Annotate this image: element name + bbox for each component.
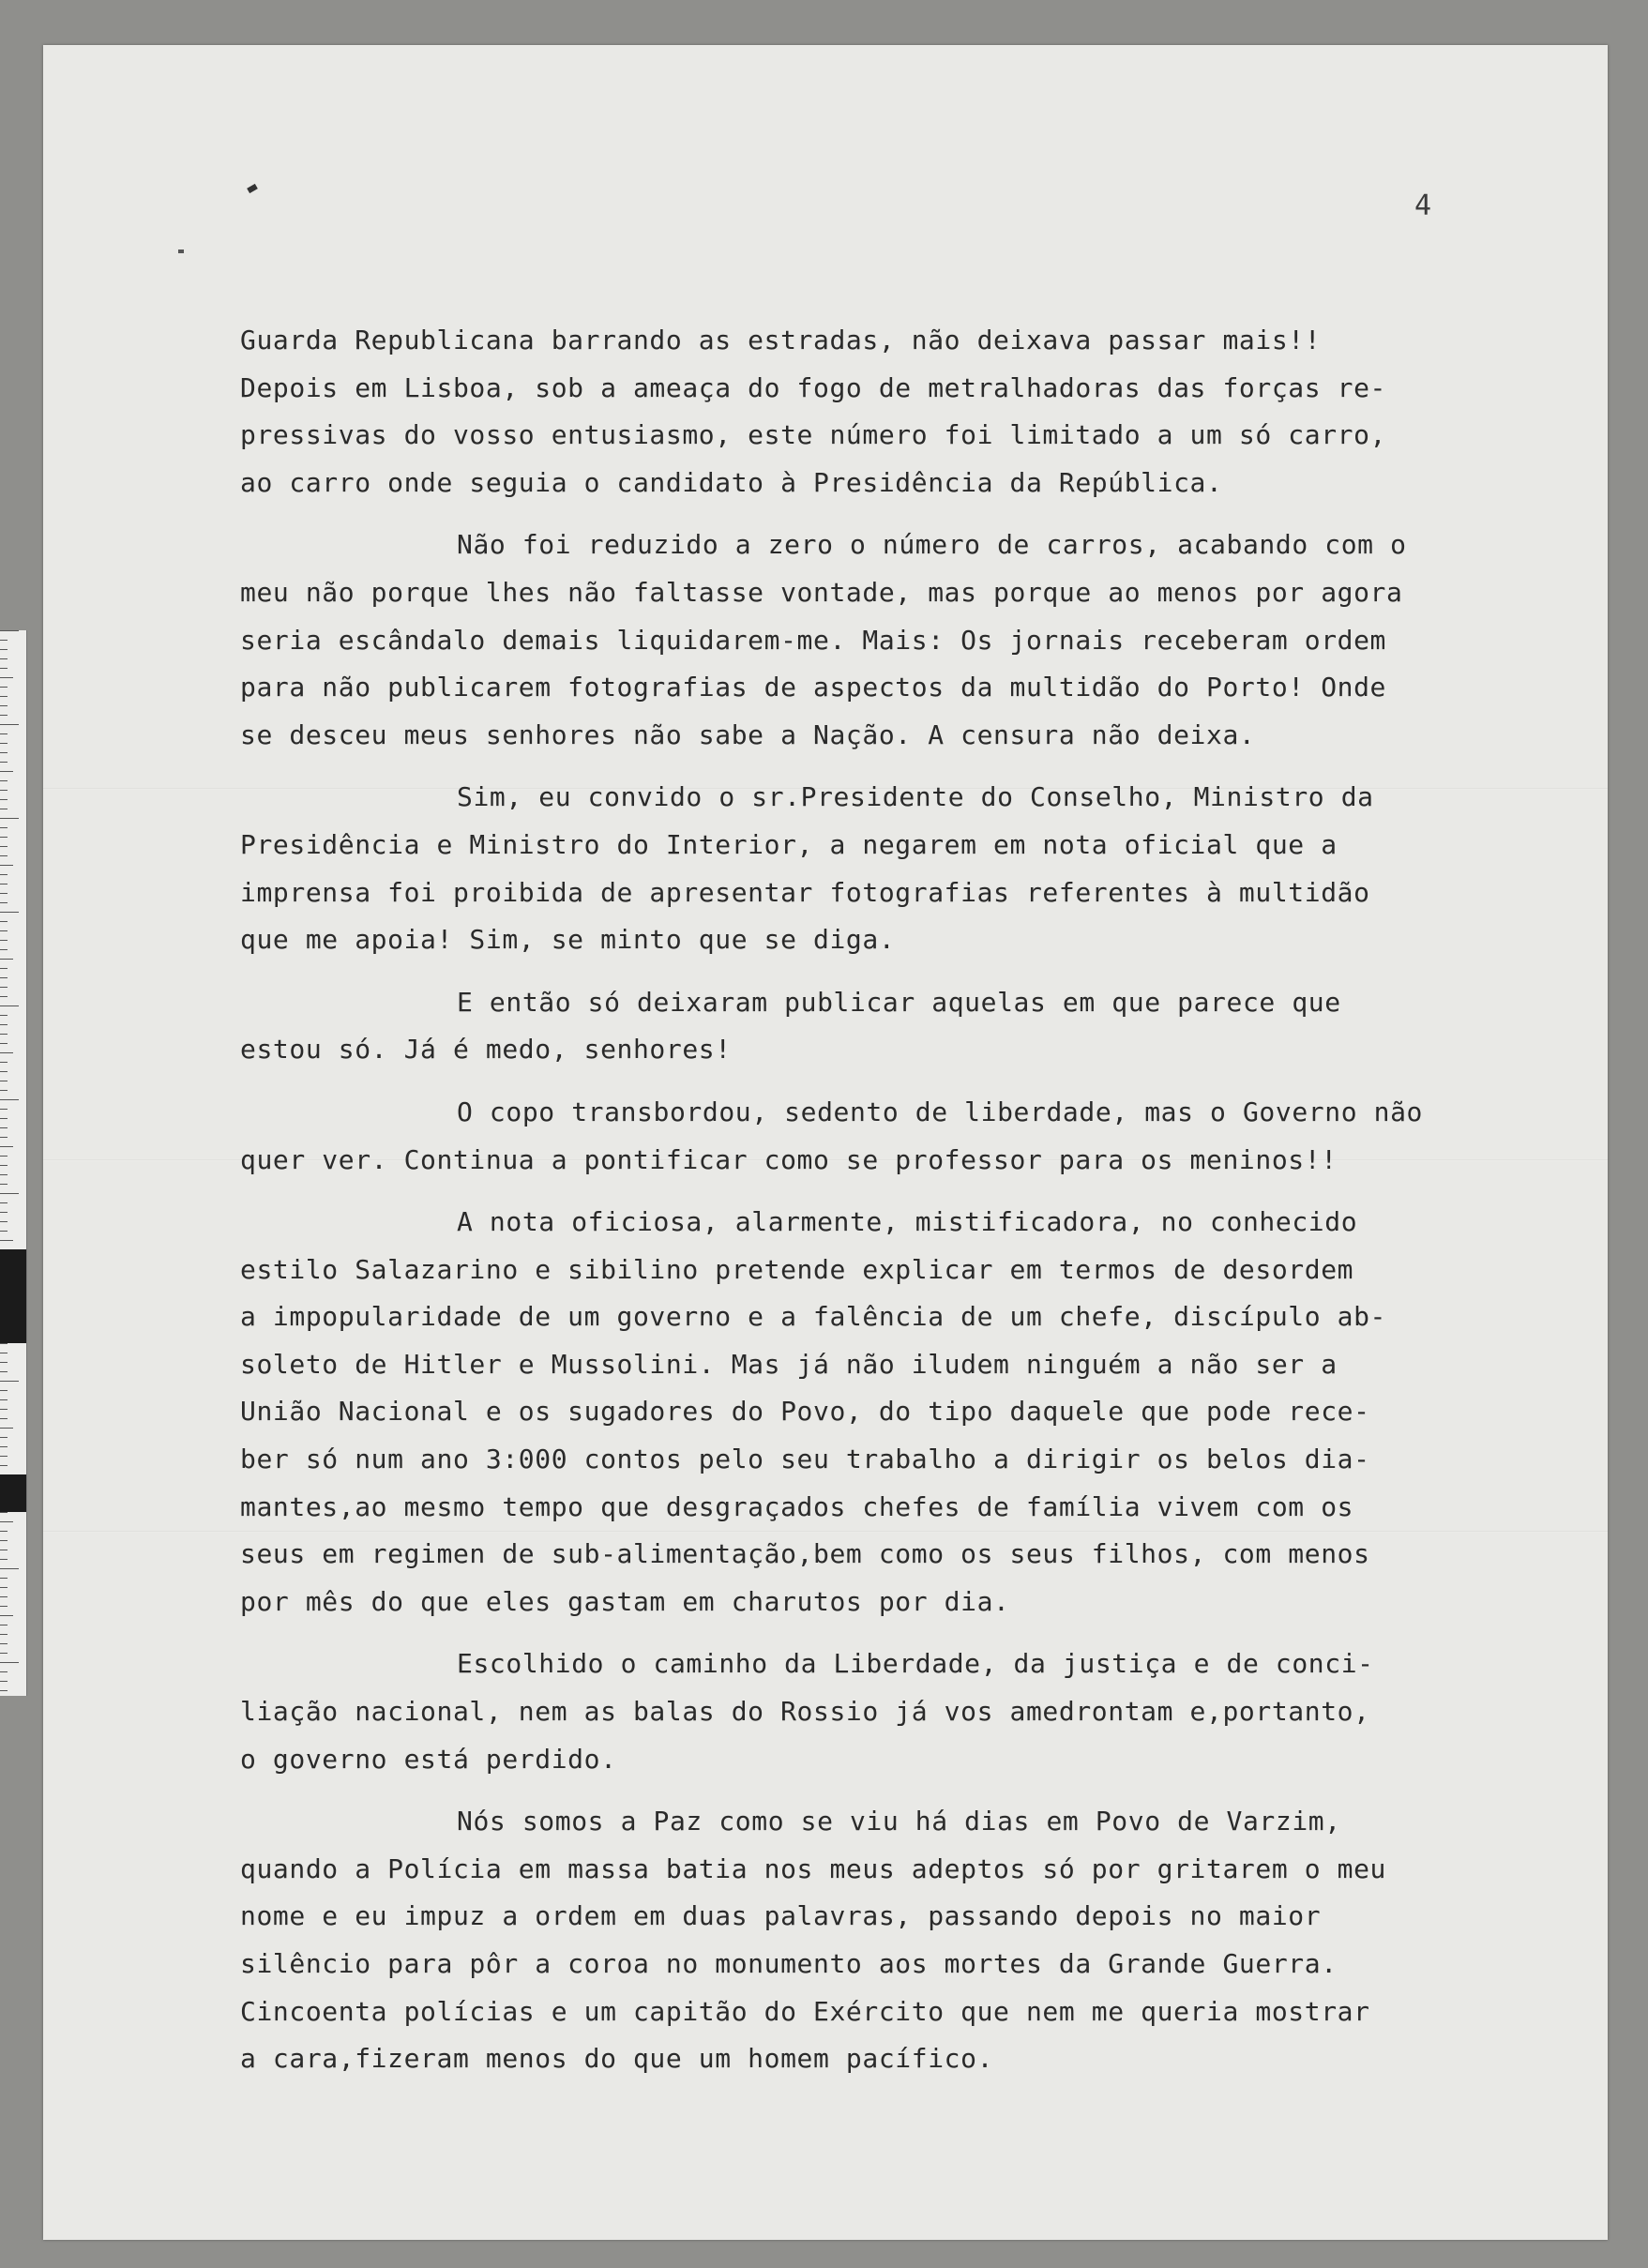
- ruler-tick: [0, 1015, 8, 1016]
- text-line: a impopularidade de um governo e a falência de um chefe, discípulo ab-: [240, 1301, 1387, 1333]
- ruler-tick: [0, 884, 8, 885]
- ruler-tick: [0, 893, 8, 894]
- ruler-tick: [0, 949, 8, 950]
- text-line: estou só. Já é medo, senhores!: [240, 1034, 732, 1066]
- ruler-tick: [0, 1681, 8, 1682]
- ruler-tick: [0, 1409, 8, 1410]
- ruler-tick: [0, 649, 8, 650]
- ruler-tick: [0, 762, 8, 763]
- ruler-tick: [0, 1643, 8, 1644]
- ruler-tick: [0, 1662, 19, 1663]
- ruler-tick: [0, 855, 8, 856]
- ruler-tick: [0, 1005, 19, 1006]
- ruler-tick: [0, 1371, 8, 1372]
- text-line: Presidência e Ministro do Interior, a negarem em nota oficial que a: [240, 828, 1338, 860]
- text-line: ao carro onde seguia o candidato à Presidência da República.: [240, 466, 1223, 498]
- ruler-band: [0, 1249, 26, 1343]
- text-line: seria escândalo demais liquidarem-me. Mais: Os jornais receberam ordem: [240, 624, 1387, 656]
- ruler-tick: [0, 977, 8, 978]
- ruler-tick: [0, 658, 8, 659]
- ruler-tick: [0, 1653, 8, 1654]
- ruler-tick: [0, 687, 8, 688]
- ruler-tick: [0, 1193, 19, 1194]
- text-line: nome e eu impuz a ordem em duas palavras, passando depois no maior: [240, 1900, 1322, 1932]
- ruler-tick: [0, 1690, 8, 1691]
- ruler-tick: [0, 1446, 8, 1447]
- ruler-tick: [0, 1052, 13, 1053]
- typed-body-text: [240, 317, 1459, 2098]
- ruler-tick: [0, 1671, 8, 1672]
- text-line: Nós somos a Paz como se viu há dias em Povo de Varzim,: [457, 1806, 1341, 1837]
- text-line: o governo está perdido.: [240, 1743, 617, 1775]
- ruler-tick: [0, 827, 8, 828]
- ruler-tick: [0, 912, 19, 913]
- paragraph: [240, 774, 1459, 963]
- ruler-tick: [0, 799, 8, 800]
- ruler-tick: [0, 1174, 8, 1175]
- text-line: a cara,fizeram menos do que um homem pacífico.: [240, 2043, 994, 2075]
- text-line: Cincoenta polícias e um capitão do Exército que nem me queria mostrar: [240, 1995, 1370, 2027]
- ruler-tick: [0, 705, 8, 706]
- ruler-tick: [0, 921, 8, 922]
- text-line: mantes,ao mesmo tempo que desgraçados chefes de família vivem com os: [240, 1490, 1354, 1522]
- text-line: meu não porque lhes não faltasse vontade, mas porque ao menos por agora: [240, 576, 1403, 608]
- paragraph: [240, 522, 1459, 759]
- ruler-tick: [0, 743, 8, 744]
- ruler-tick: [0, 1034, 8, 1035]
- ruler-tick: [0, 1596, 8, 1597]
- text-line: Depois em Lisboa, sob a ameaça do fogo de metralhadoras das forças re-: [240, 371, 1387, 403]
- text-line: Escolhido o caminho da Liberdade, da justiça e de conci-: [457, 1648, 1374, 1680]
- text-line: E então só deixaram publicar aquelas em que parece que: [457, 986, 1341, 1018]
- ruler-tick: [0, 1456, 8, 1457]
- ruler-tick: [0, 630, 19, 631]
- ruler-tick: [0, 1202, 8, 1203]
- text-line: para não publicarem fotografias de aspectos da multidão do Porto! Onde: [240, 672, 1387, 703]
- paragraph: [240, 317, 1459, 507]
- ruler-tick: [0, 1390, 8, 1391]
- ruler-tick: [0, 1156, 8, 1157]
- ruler-tick: [0, 1137, 8, 1138]
- ruler-tick: [0, 1090, 8, 1091]
- ruler-tick: [0, 733, 8, 734]
- ruler-tick: [0, 1428, 13, 1429]
- ruler-tick: [0, 987, 8, 988]
- ruler-tick: [0, 1362, 8, 1363]
- ruler-band: [0, 1474, 26, 1512]
- paragraph: [240, 1089, 1459, 1184]
- ruler-tick: [0, 1071, 8, 1072]
- text-line: A nota oficiosa, alarmente, mistificadora, no conhecido: [457, 1206, 1358, 1238]
- text-line: por mês do que eles gastam em charutos por dia.: [240, 1585, 1010, 1617]
- ruler-tick: [0, 724, 19, 725]
- ruler-tick: [0, 1062, 8, 1063]
- ruler-tick: [0, 865, 13, 866]
- ruler-tick: [0, 780, 8, 781]
- text-line: pressivas do vosso entusiasmo, este número foi limitado a um só carro,: [240, 419, 1387, 451]
- text-line: se desceu meus senhores não sabe a Nação. A censura não deixa.: [240, 718, 1256, 750]
- ruler-tick: [0, 640, 8, 641]
- text-line: O copo transbordou, sedento de liberdade, mas o Governo não: [457, 1096, 1423, 1127]
- ruler-tick: [0, 959, 13, 960]
- text-line: seus em regimen de sub-alimentação,bem como os seus filhos, com menos: [240, 1538, 1370, 1570]
- ruler-tick: [0, 1606, 8, 1607]
- ruler-tick: [0, 1165, 8, 1166]
- text-line: imprensa foi proibida de apresentar fotografias referentes à multidão: [240, 876, 1370, 908]
- text-line: Sim, eu convido o sr.Presidente do Conselho, Ministro da: [457, 781, 1374, 813]
- ruler-tick: [0, 1184, 8, 1185]
- paragraph: [240, 1798, 1459, 2083]
- text-line: Guarda Republicana barrando as estradas, não deixava passar mais!!: [240, 325, 1322, 355]
- ruler-tick: [0, 1578, 8, 1579]
- ruler-tick: [0, 1418, 8, 1419]
- ruler-tick: [0, 902, 8, 903]
- ruler-tick: [0, 1240, 13, 1241]
- ruler-tick: [0, 1559, 8, 1560]
- ruler-tick: [0, 1437, 8, 1438]
- text-line: silêncio para pôr a coroa no monumento aos mortes da Grande Guerra.: [240, 1948, 1338, 1979]
- ruler-tick: [0, 1146, 13, 1147]
- ruler-tick: [0, 930, 8, 931]
- scale-ruler: [0, 630, 27, 1696]
- text-line: quer ver. Continua a pontificar como se professor para os meninos!!: [240, 1143, 1338, 1175]
- ruler-tick: [0, 1043, 8, 1044]
- text-line: que me apoia! Sim, se minto que se diga.: [240, 924, 896, 956]
- text-line: soleto de Hitler e Mussolini. Mas já não iludem ninguém a não ser a: [240, 1348, 1338, 1380]
- ruler-tick: [0, 818, 19, 819]
- ruler-tick: [0, 1109, 8, 1110]
- ruler-tick: [0, 790, 8, 791]
- ruler-tick: [0, 752, 8, 753]
- ruler-tick: [0, 1540, 8, 1541]
- paragraph: [240, 1641, 1459, 1783]
- ruler-tick: [0, 1381, 19, 1382]
- ruler-tick: [0, 1343, 8, 1344]
- ruler-tick: [0, 996, 8, 997]
- ruler-tick: [0, 1634, 8, 1635]
- ruler-tick: [0, 1521, 13, 1522]
- ruler-tick: [0, 846, 8, 847]
- ruler-tick: [0, 940, 8, 941]
- page-number: 4: [1414, 189, 1432, 222]
- paragraph: [240, 1199, 1459, 1625]
- ruler-tick: [0, 1531, 8, 1532]
- ruler-tick: [0, 1127, 8, 1128]
- text-line: liação nacional, nem as balas do Rossio já vos amedrontam e,portanto,: [240, 1696, 1370, 1728]
- ruler-tick: [0, 1399, 8, 1400]
- ruler-tick: [0, 1231, 8, 1232]
- ruler-tick: [0, 1118, 8, 1119]
- text-line: União Nacional e os sugadores do Povo, do tipo daquele que pode rece-: [240, 1396, 1370, 1428]
- ruler-tick: [0, 771, 13, 772]
- ruler-tick: [0, 1212, 8, 1213]
- ruler-tick: [0, 668, 8, 669]
- ruler-tick: [0, 677, 13, 678]
- text-line: estilo Salazarino e sibilino pretende explicar em termos de desordem: [240, 1253, 1354, 1285]
- text-line: Não foi reduzido a zero o número de carros, acabando com o: [457, 529, 1407, 561]
- ruler-tick: [0, 715, 8, 716]
- ruler-tick: [0, 1568, 19, 1569]
- ruler-tick: [0, 1512, 8, 1513]
- ruler-tick: [0, 874, 8, 875]
- ruler-tick: [0, 696, 8, 697]
- ruler-tick: [0, 1221, 8, 1222]
- ruler-tick: [0, 1465, 8, 1466]
- ruler-tick: [0, 1099, 19, 1100]
- ruler-tick: [0, 968, 8, 969]
- ink-mark: [178, 249, 184, 253]
- ink-mark: [247, 184, 258, 193]
- text-line: ber só num ano 3:000 contos pelo seu trabalho a dirigir os belos dia-: [240, 1444, 1370, 1475]
- ruler-tick: [0, 1587, 8, 1588]
- paragraph: [240, 979, 1459, 1074]
- ruler-tick: [0, 1615, 13, 1616]
- ruler-tick: [0, 837, 8, 838]
- text-line: quando a Polícia em massa batia nos meus adeptos só por gritarem o meu: [240, 1852, 1387, 1884]
- ruler-tick: [0, 1024, 8, 1025]
